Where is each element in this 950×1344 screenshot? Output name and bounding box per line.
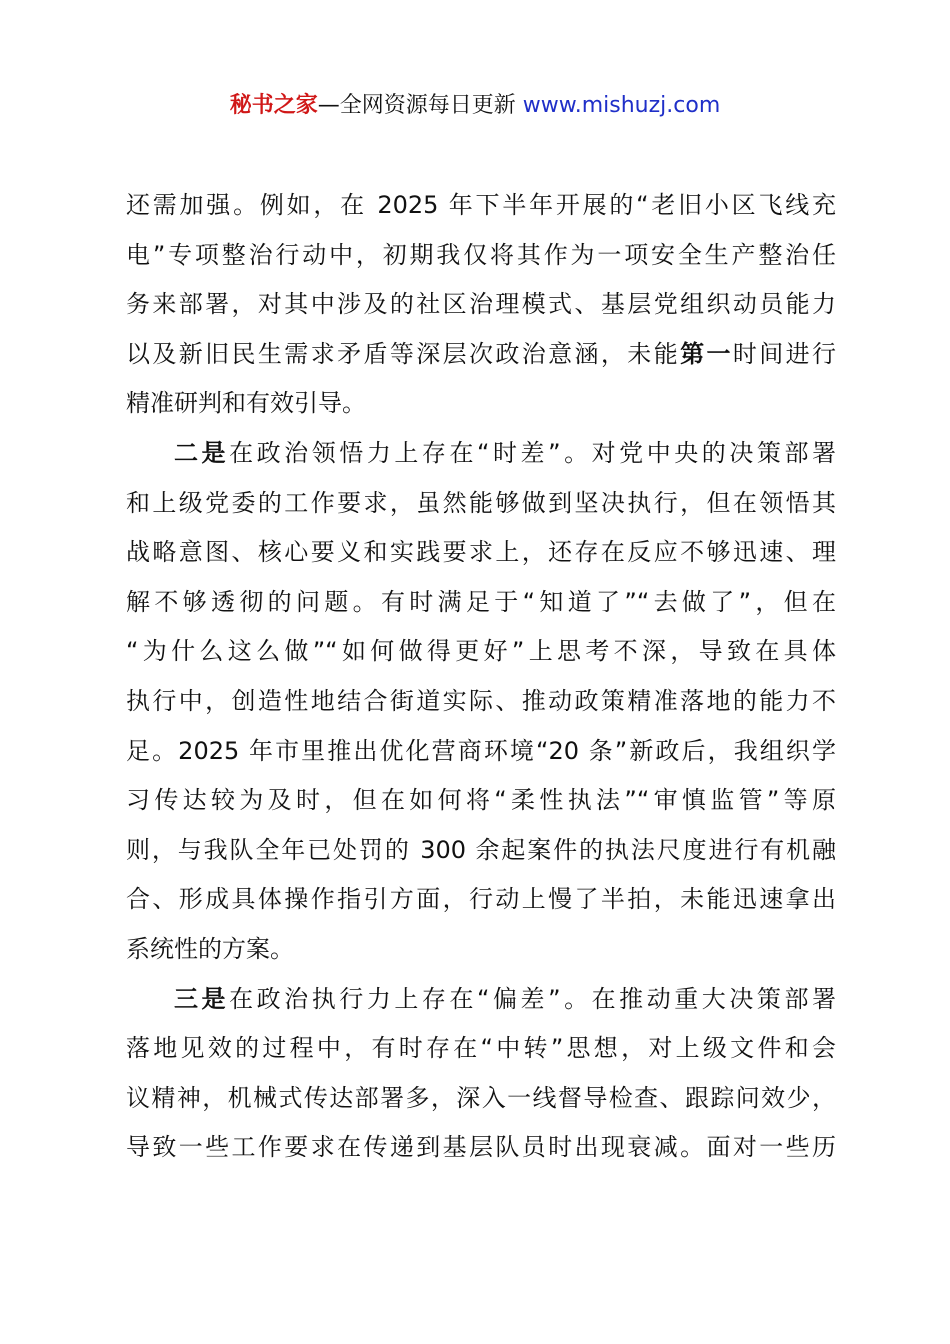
text-line: 务来部署，对其中涉及的社区治理模式、基层党组织动员能力 xyxy=(126,290,836,319)
emphasis-text: 第一 xyxy=(680,339,733,368)
text-line: 导致一些工作要求在传递到基层队员时出现衰减。面对一些历 xyxy=(126,1133,836,1162)
paragraph-2 xyxy=(126,429,836,975)
website-link[interactable]: www.mishuzj.com xyxy=(522,93,721,118)
text-line: 议精神，机械式传达部署多，深入一线督导检查、跟踪问效少， xyxy=(126,1083,836,1112)
text-segment: 在政治执行力上存在“偏差”。在推动重大决策部署 xyxy=(229,984,836,1013)
paragraph-lead: 三是 xyxy=(174,984,230,1013)
text-segment: 以及新旧民生需求矛盾等深层次政治意涵，未能 xyxy=(126,339,681,368)
page-header xyxy=(0,86,950,126)
text-line: “为什么这么做”“如何做得更好”上思考不深，导致在具体 xyxy=(126,637,836,666)
text-line: 电”专项整治行动中，初期我仅将其作为一项安全生产整治任 xyxy=(126,240,836,269)
text-line: 精准研判和有效引导。 xyxy=(126,389,366,418)
header-slogan: —全网资源每日更新 xyxy=(317,93,523,118)
text-line: 和上级党委的工作要求，虽然能够做到坚决执行，但在领悟其 xyxy=(126,488,836,517)
text-line: 还需加强。例如，在 2025 年下半年开展的“老旧小区飞线充 xyxy=(126,191,836,219)
paragraph-lead: 二是 xyxy=(174,438,230,467)
text-segment: 时间进行 xyxy=(732,339,837,368)
document-body xyxy=(126,181,836,1173)
paragraph-3 xyxy=(126,975,836,1173)
paragraph-1 xyxy=(126,181,836,429)
text-line: 足。2025 年市里推出优化营商环境“20 条”新政后，我组织学 xyxy=(126,736,836,765)
text-line-with-lead xyxy=(126,975,836,1025)
text-segment: 在政治领悟力上存在“时差”。对党中央的决策部署 xyxy=(229,438,836,467)
text-line: 合、形成具体操作指引方面，行动上慢了半拍，未能迅速拿出 xyxy=(126,885,836,914)
text-line-with-emphasis xyxy=(126,330,836,380)
text-line: 习传达较为及时，但在如何将“柔性执法”“审慎监管”等原 xyxy=(126,786,836,815)
text-line: 则，与我队全年已处罚的 300 余起案件的执法尺度进行有机融 xyxy=(126,835,836,864)
brand-name: 秘书之家 xyxy=(229,93,318,118)
text-line: 执行中，创造性地结合街道实际、推动政策精准落地的能力不 xyxy=(126,686,836,715)
text-line: 解不够透彻的问题。有时满足于“知道了”“去做了”，但在 xyxy=(126,587,836,616)
text-line: 落地见效的过程中，有时存在“中转”思想，对上级文件和会 xyxy=(126,1034,836,1063)
text-line: 系统性的方案。 xyxy=(126,934,294,963)
text-line-with-lead xyxy=(126,429,836,479)
text-line: 战略意图、核心要义和实践要求上，还存在反应不够迅速、理 xyxy=(126,538,836,567)
